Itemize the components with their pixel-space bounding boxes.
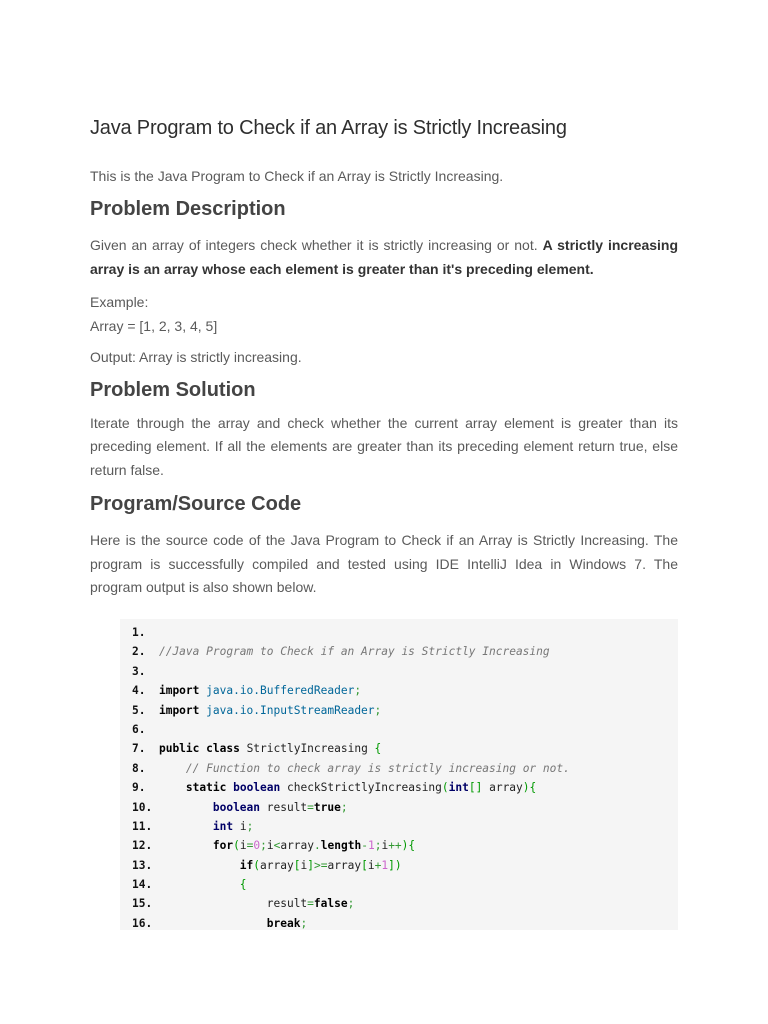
code-line [132, 894, 678, 913]
code-line [132, 662, 678, 681]
line-number: 4. [132, 684, 146, 698]
code-token: ]) [388, 858, 402, 872]
line-number: 2. [132, 645, 146, 659]
line-number: 7. [132, 742, 146, 756]
problem-solution-heading: Problem Solution [90, 378, 256, 401]
code-token: { [374, 742, 382, 756]
code-line [132, 739, 678, 758]
code-token: i [381, 839, 389, 853]
page-title: Java Program to Check if an Array is Strictly Increasing [90, 117, 567, 139]
code-token: [ [293, 858, 301, 872]
code-token [159, 762, 186, 775]
code-lines [120, 619, 678, 930]
code-token: ++ [388, 839, 402, 853]
code-token: if [239, 858, 254, 872]
description-plain-text: Given an array of integers check whether it is strictly increasing or not. [90, 237, 538, 253]
line-number: 6. [132, 722, 146, 736]
code-token: ; [340, 800, 348, 814]
code-token: length [320, 839, 362, 853]
code-line [132, 642, 678, 661]
code-token [159, 839, 213, 852]
code-token: public [158, 742, 200, 756]
code-line [132, 720, 678, 739]
line-number: 13. [132, 858, 153, 872]
code-token: ){ [401, 839, 416, 853]
code-token: i [367, 858, 375, 872]
code-line [132, 778, 678, 797]
code-token: [ [361, 858, 368, 872]
code-token: ; [300, 916, 308, 930]
source-code-text: Here is the source code of the Java Program to Check if an Array is Strictly Increasing. The program is successfully compiled and tested using IDE IntelliJ Idea in Windows 7. The program output is also shown below. [90, 532, 678, 595]
code-token: false [313, 897, 348, 911]
line-number: 1. [132, 626, 146, 639]
code-token: result [266, 897, 308, 911]
code-line [132, 681, 678, 700]
line-number: 3. [132, 664, 146, 678]
code-token [159, 820, 213, 833]
description-bold-text: A strictly increasing array is an array whose each element is greater than it's preceding element. [90, 237, 679, 277]
code-token: ; [374, 703, 382, 717]
code-token: import [158, 684, 200, 698]
code-line [132, 836, 678, 855]
code-token: ; [354, 684, 362, 698]
code-token: checkStrictlyIncreasing [280, 781, 442, 795]
code-token: ; [260, 839, 267, 853]
problem-solution-text: Iterate through the array and check whether the current array element is greater than its preceding element. If all the elements are greater than its preceding element return true, else return false. [90, 414, 678, 478]
code-token: i [233, 819, 247, 833]
example-output: Output: Array is strictly increasing. [90, 349, 302, 365]
code-token: StrictlyIncreasing [239, 742, 375, 756]
code-token: ; [374, 839, 382, 853]
code-token: . [314, 839, 321, 853]
code-line [132, 798, 678, 817]
code-token: array [327, 858, 362, 872]
code-token: ){ [522, 781, 537, 795]
line-number: 11. [132, 819, 153, 833]
line-number: 5. [132, 703, 146, 717]
code-token: ; [347, 897, 355, 911]
code-token: = [307, 800, 314, 814]
code-token: int [448, 781, 469, 795]
code-token: ( [441, 781, 449, 795]
code-token: java.io.BufferedReader [206, 684, 355, 698]
code-token [159, 781, 186, 794]
article-body [90, 112, 678, 600]
code-token: 1 [367, 839, 375, 853]
code-token [159, 878, 240, 891]
code-token [159, 917, 267, 930]
code-token: { [239, 878, 247, 892]
code-line [132, 759, 678, 778]
code-token: 1 [381, 858, 389, 872]
code-token: static [185, 781, 227, 795]
example-label: Example: [90, 294, 149, 310]
line-number: 12. [132, 839, 153, 853]
code-token: result [260, 800, 308, 814]
code-token: = [246, 839, 254, 853]
code-token: >= [313, 858, 328, 872]
code-token [159, 897, 267, 910]
problem-description-heading: Problem Description [90, 198, 286, 220]
code-token: // Function to check array is strictly increasing or not. [185, 761, 570, 775]
code-line [132, 623, 678, 642]
code-token [159, 859, 240, 872]
example-value: Array = [1, 2, 3, 4, 5] [90, 317, 218, 334]
line-number: 10. [132, 800, 153, 814]
code-token: class [206, 742, 240, 756]
line-number: 9. [132, 781, 146, 795]
code-token: java.io.InputStreamReader [206, 703, 375, 717]
code-line [132, 875, 678, 894]
code-token: i [266, 839, 274, 853]
code-token: //Java Program to Check if an Array is Strictly Increasing [158, 645, 550, 659]
code-token: true [313, 800, 341, 814]
code-token: import [158, 703, 200, 717]
code-token: array [280, 839, 315, 853]
code-token: ( [253, 858, 261, 872]
code-token: i [300, 858, 308, 872]
code-token: boolean [233, 781, 281, 795]
code-line [132, 914, 678, 930]
code-token: = [307, 897, 314, 911]
code-token: < [273, 839, 281, 853]
code-block [120, 619, 678, 930]
code-line [132, 817, 678, 836]
code-token: - [361, 839, 368, 853]
code-token: for [212, 839, 234, 853]
source-code-heading: Program/Source Code [90, 493, 302, 515]
code-line [132, 856, 678, 875]
code-token: + [374, 858, 382, 872]
code-token: i [239, 839, 247, 853]
code-line [132, 701, 678, 720]
code-token: array [482, 781, 523, 795]
code-token: boolean [212, 800, 261, 814]
code-token: ( [233, 839, 240, 853]
problem-description-text [90, 234, 678, 281]
line-number: 16. [132, 916, 153, 930]
code-token: ; [246, 819, 254, 833]
code-token: ] [307, 858, 314, 872]
line-number: 8. [132, 761, 146, 775]
line-number: 15. [132, 897, 153, 911]
code-token: 0 [253, 839, 261, 853]
code-token [159, 801, 213, 814]
code-token: int [212, 819, 234, 833]
line-number: 14. [132, 878, 153, 892]
example-block [90, 291, 678, 338]
intro-text: This is the Java Program to Check if an Array is Strictly Increasing. [90, 168, 504, 184]
code-token: array [260, 858, 294, 872]
code-token: break [266, 916, 301, 930]
code-token: [] [468, 781, 483, 795]
